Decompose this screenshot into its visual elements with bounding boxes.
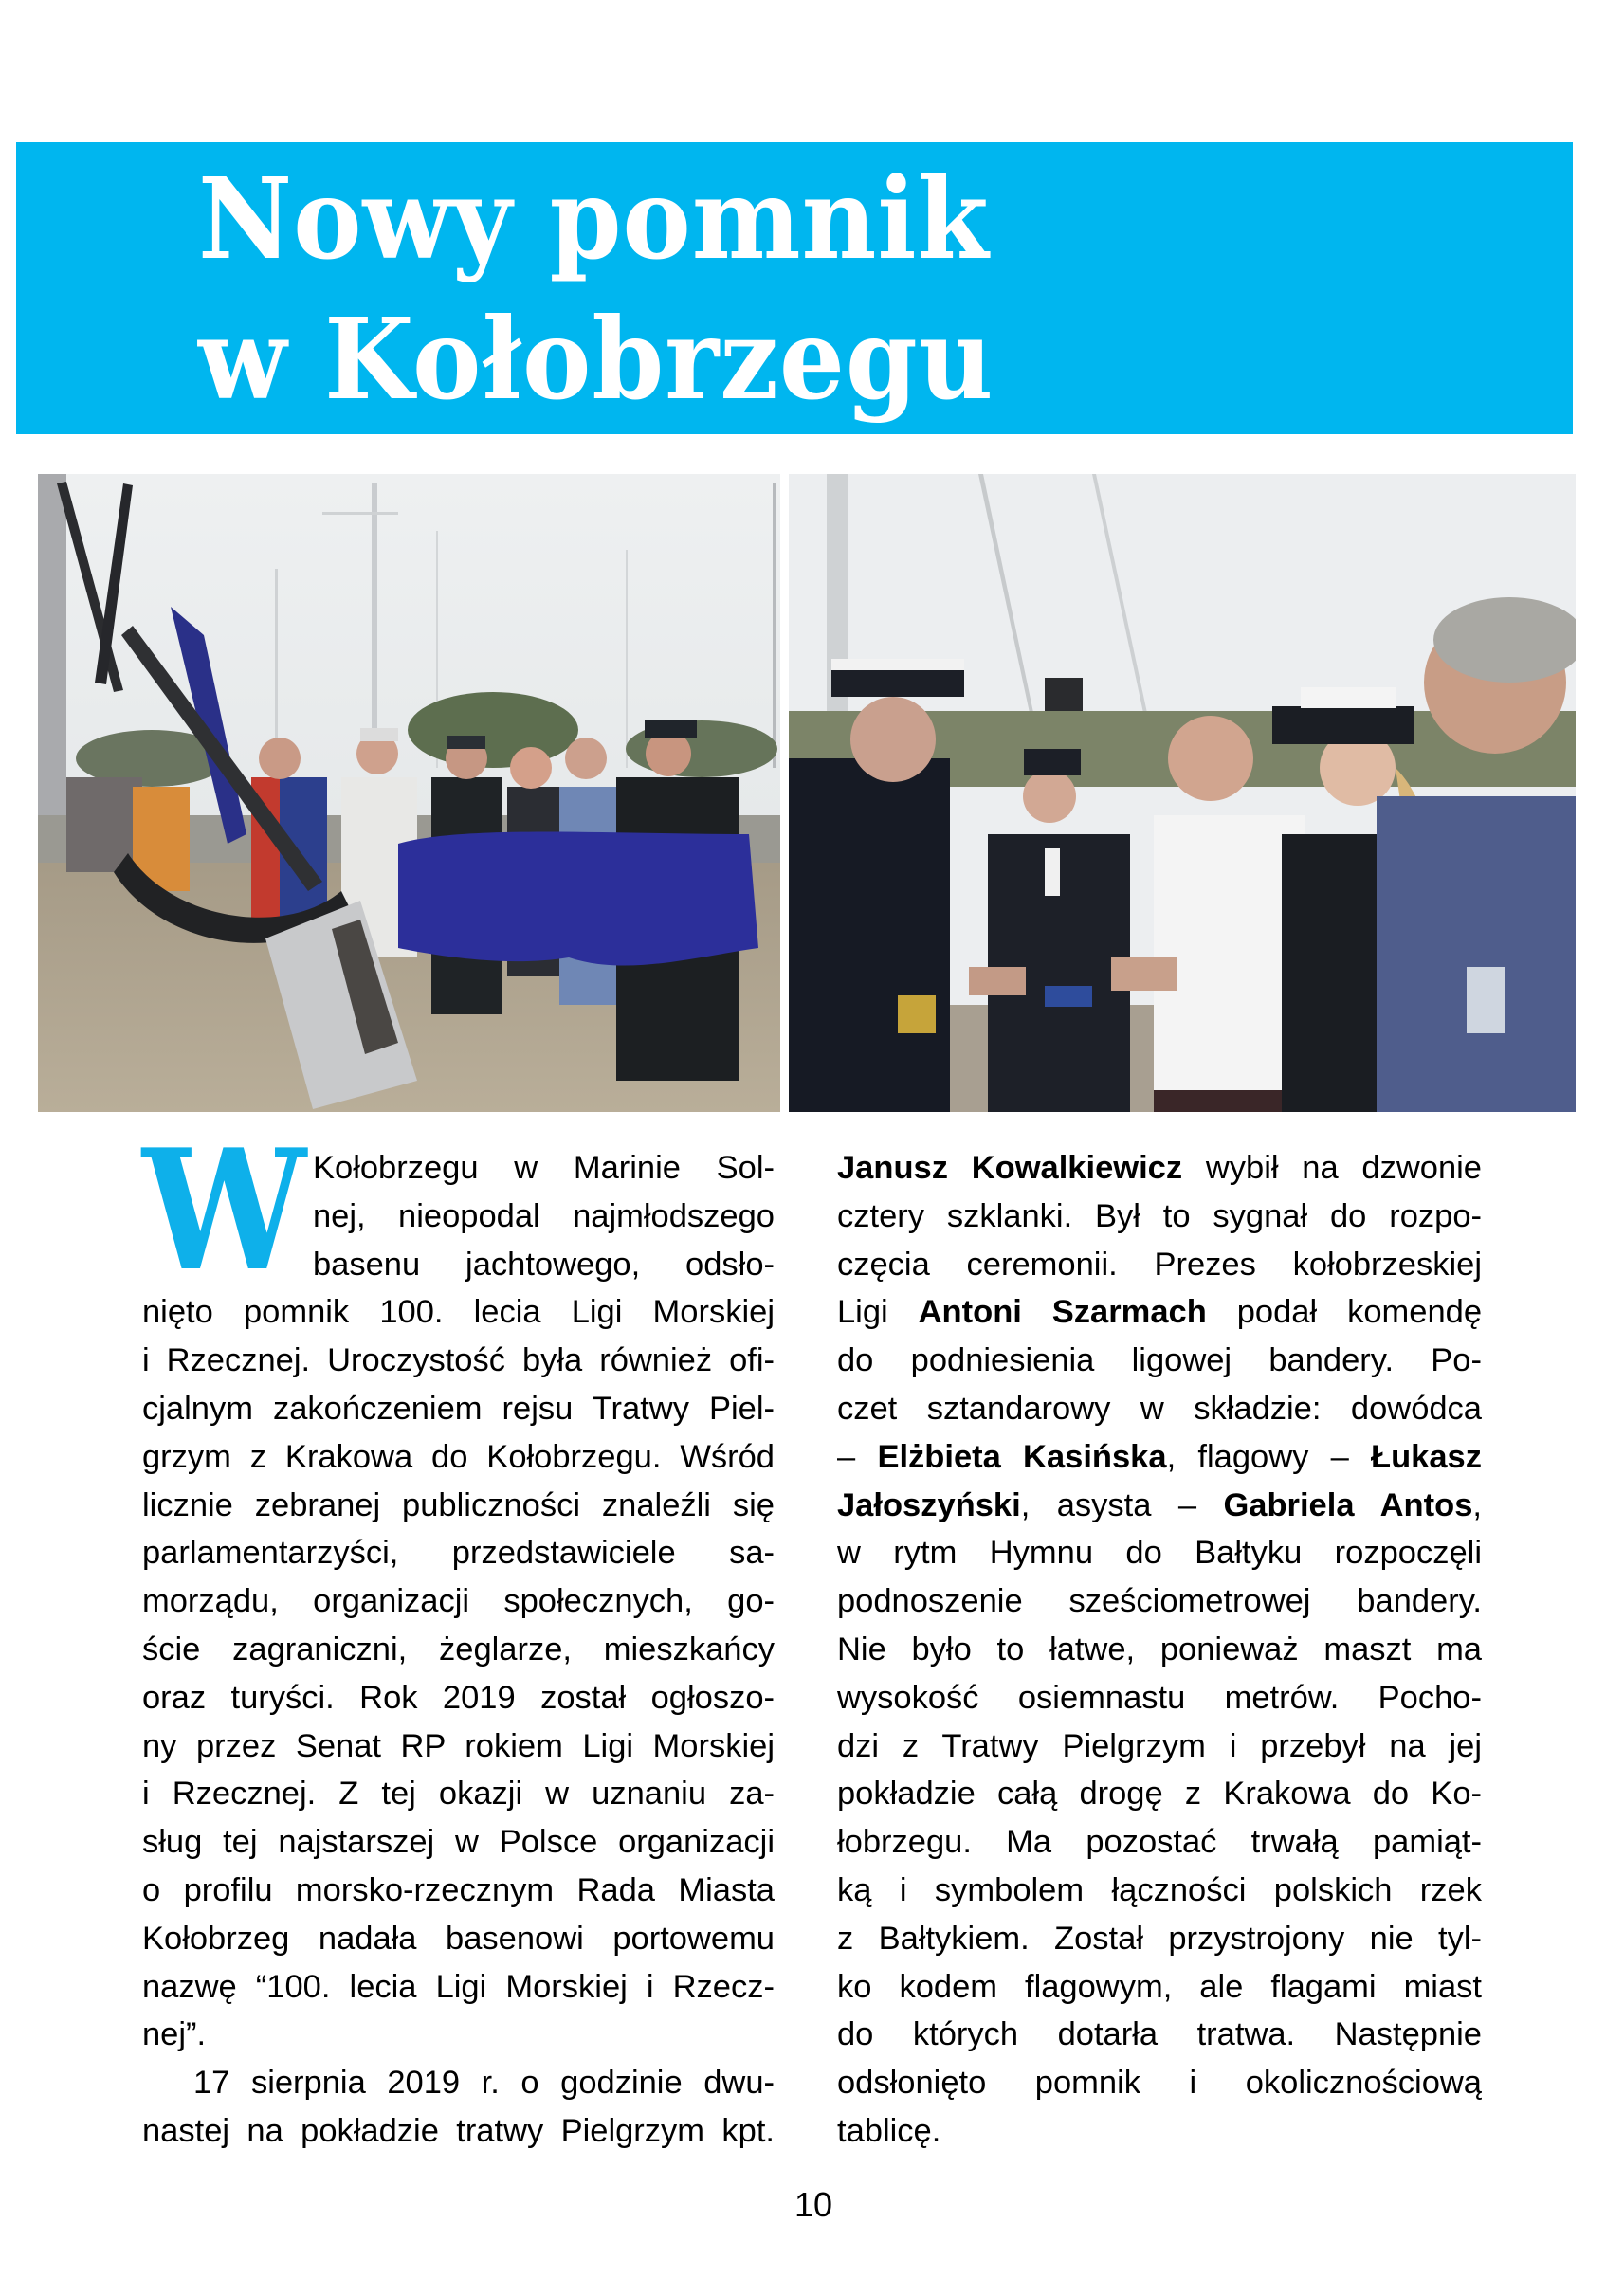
- photo-anchor-monument: [38, 474, 780, 1112]
- text-line: [837, 2107, 1482, 2156]
- text-line: o profilu morsko-rzecznym Rada Miasta: [142, 1871, 775, 1908]
- text-segment: cztery szklanki. Był to sygnał do rozpo-: [837, 1197, 1482, 1234]
- text-segment: podnoszenie sześciometrowej bandery.: [837, 1583, 1482, 1620]
- text-line: nej”.: [142, 2016, 207, 2053]
- text-segment: z Bałtykiem. Został przystrojony nie tyl-: [837, 1920, 1482, 1957]
- text-line: cjalnym zakończeniem rejsu Tratwy Piel-: [142, 1390, 775, 1427]
- text-line: [837, 1674, 1482, 1722]
- text-line: ście zagraniczni, żeglarze, mieszkańcy: [142, 1631, 775, 1667]
- text-line: [837, 1818, 1482, 1867]
- person-name: Łukasz: [1371, 1438, 1482, 1475]
- text-segment: pokładzie całą drogę z Krakowa do Ko-: [837, 1776, 1482, 1813]
- text-segment: łobrzegu. Ma pozostać trwałą pamiąt-: [837, 1824, 1482, 1861]
- text-line: morządu, organizacji społecznych, go-: [142, 1583, 775, 1620]
- text-line: [837, 1433, 1482, 1482]
- text-segment: do podniesienia ligowej bandery. Po-: [837, 1342, 1482, 1379]
- photo-anchor-monument-image: [38, 474, 780, 1112]
- text-line: ny przez Senat RP rokiem Ligi Morskiej: [142, 1727, 775, 1764]
- text-line: [837, 1770, 1482, 1818]
- title-line-1: Nowy pomnik: [198, 153, 990, 284]
- text-line: parlamentarzyści, przedstawiciele sa-: [142, 1535, 775, 1572]
- text-segment: odsłonięto pomnik i okolicznościową: [837, 2065, 1482, 2102]
- text-line: [837, 1144, 1482, 1193]
- text-line: [837, 1963, 1482, 2012]
- text-line: [837, 1867, 1482, 1915]
- photo-ceremony: [789, 474, 1576, 1112]
- text-segment: dzi z Tratwy Pielgrzym i przebył na jej: [837, 1727, 1482, 1764]
- text-segment: tablicę.: [837, 2112, 941, 2149]
- person-name: Antoni Szarmach: [918, 1294, 1207, 1331]
- text-line: nastej na pokładzie tratwy Pielgrzym kpt.: [142, 2112, 775, 2149]
- text-line: [837, 1241, 1482, 1289]
- text-line: licznie zebranej publiczności znaleźli się: [142, 1486, 775, 1523]
- text-line: [837, 1482, 1482, 1530]
- text-line: basenu jachtowego, odsło-: [313, 1246, 775, 1283]
- text-line: [837, 1385, 1482, 1433]
- text-line: nazwę “100. lecia Ligi Morskiej i Rzecz-: [142, 1968, 775, 2005]
- article-right-column: [837, 1144, 1482, 2156]
- text-segment: wysokość osiemnastu metrów. Pocho-: [837, 1679, 1482, 1716]
- text-segment: w rytm Hymnu do Bałtyku rozpoczęli: [837, 1535, 1482, 1572]
- text-segment: Ligi: [837, 1294, 919, 1331]
- title-line-2: w Kołobrzegu: [198, 293, 994, 425]
- text-segment: częcia ceremonii. Prezes kołobrzeskiej: [837, 1246, 1482, 1283]
- text-segment: wybił na dzwonie: [1182, 1150, 1482, 1186]
- text-segment: czet sztandarowy w składzie: dowódca: [837, 1390, 1482, 1427]
- text-line: [837, 2059, 1482, 2107]
- text-line: nięto pomnik 100. lecia Ligi Morskiej: [142, 1294, 775, 1331]
- text-line: Kołobrzegu w Marinie Sol-: [313, 1150, 775, 1186]
- title-banner: [16, 142, 1573, 434]
- drop-cap: W: [142, 1114, 306, 1308]
- text-segment: , flagowy –: [1166, 1438, 1372, 1475]
- person-name: Janusz Kowalkiewicz: [837, 1150, 1183, 1186]
- text-line: [837, 1915, 1482, 1963]
- text-segment: podał komendę: [1206, 1294, 1483, 1331]
- text-segment: ko kodem flagowym, ale flagami miast: [837, 1968, 1482, 2005]
- text-line: [837, 1337, 1482, 1385]
- text-line: [837, 1626, 1482, 1674]
- text-segment: ką i symbolem łączności polskich rzek: [837, 1871, 1482, 1908]
- text-line: [837, 2011, 1482, 2059]
- article-left-column: [142, 1114, 775, 2156]
- page-number: 10: [794, 2185, 833, 2224]
- text-line: oraz turyści. Rok 2019 został ogłoszo-: [142, 1679, 775, 1716]
- text-line: [837, 1529, 1482, 1577]
- text-line: [837, 1193, 1482, 1241]
- text-line: [837, 1577, 1482, 1626]
- text-line: [837, 1722, 1482, 1771]
- text-line: i Rzecznej. Z tej okazji w uznaniu za-: [142, 1776, 775, 1813]
- text-line: 17 sierpnia 2019 r. o godzinie dwu-: [193, 2065, 775, 2102]
- text-line: sług tej najstarszej w Polsce organizacji: [142, 1824, 775, 1861]
- text-line: nej, nieopodal najmłodszego: [313, 1197, 775, 1234]
- text-line: [837, 1288, 1482, 1337]
- text-line: i Rzecznej. Uroczystość była również ofi-: [142, 1342, 775, 1379]
- text-line: grzym z Krakowa do Kołobrzegu. Wśród: [142, 1438, 775, 1475]
- text-segment: do których dotarła tratwa. Następnie: [837, 2016, 1482, 2053]
- text-line: Kołobrzeg nadała basenowi portowemu: [142, 1920, 775, 1957]
- person-name: Gabriela Antos: [1223, 1486, 1473, 1523]
- text-segment: ,: [1472, 1486, 1482, 1523]
- photo-ceremony-image: [789, 474, 1576, 1112]
- text-segment: Nie było to łatwe, ponieważ maszt ma: [837, 1631, 1482, 1667]
- person-name: Elżbieta Kasińska: [877, 1438, 1167, 1475]
- text-segment: , asysta –: [1020, 1486, 1224, 1523]
- text-segment: –: [837, 1438, 878, 1475]
- person-name: Jałoszyński: [837, 1486, 1021, 1523]
